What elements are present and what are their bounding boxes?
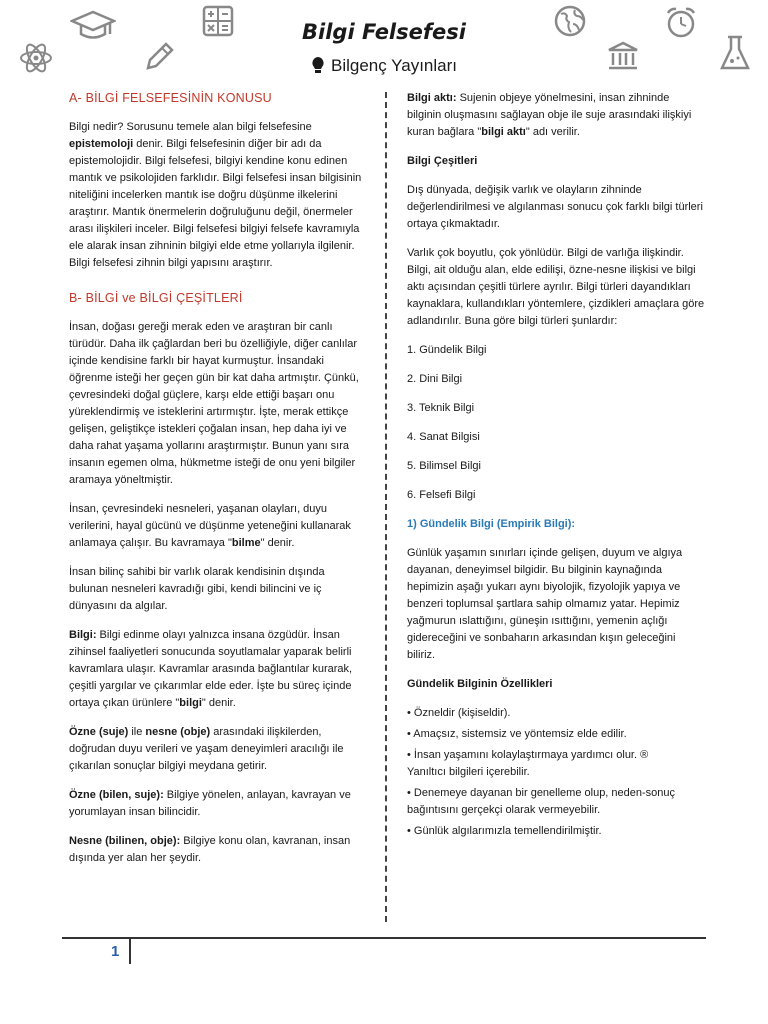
column-divider [385,92,387,922]
paragraph: Dış dünyada, değişik varlık ve olayların zihninde değerlendirilmesi ve algılanması sonucu çok farklı bilgi türleri ortaya çıkmaktadır. [407,184,703,230]
brand-name: Bilgenç Yayınları [331,56,457,75]
paragraph: Bilgi nedir? Sorusunu temele alan bilgi felsefesine epistemoloji denir. Bilgi felsefesinin diğer bir adı da epistemolojidir. Bilgi felsefesi, bilgiyi kendine konu edinen mantık ve psikolojiden farklıdır. Bilgi felsefesi insan bilgisinin niteliğini incelerken mantık ise doğru düşünme ilkelerini araştırır. Mantık önermelerin doğruluğunu değil, önermeler arası ilişkileri inceler. Bilgi felsefesi bilgiyi felsefe kavramıyla ele alarak insan zihninin bilgiyi elde etme yollarıyla ilgilenir. Bilgi felsefesi zihnin bilgi yapısını araştırır. [69,121,362,269]
subheading-daily-knowledge: 1) Gündelik Bilgi (Empirik Bilgi): [407,518,576,530]
list-item: 4. Sanat Bilgisi [407,431,480,443]
list-item: • İnsan yaşamını kolaylaştırmaya yardımcı olur. ® [407,749,649,761]
list-item: • Amaçsız, sistemsiz ve yöntemsiz elde edilir. [407,728,627,740]
list-item: 5. Bilimsel Bilgi [407,460,481,472]
paragraph: Özne (bilen, suje): Bilgiye yönelen, anlayan, kavrayan ve yorumlayan insan bilincidir. [69,789,351,818]
footer-tick [129,939,131,964]
subheading-features: Gündelik Bilginin Özellikleri [407,678,553,690]
list-item: • Denemeye dayanan bir genelleme olup, neden-sonuç bağıntısını gerçekçi olarak vermeyebilir. [407,787,676,816]
paragraph: Bilgi aktı: Sujenin objeye yönelmesini, insan zihninde bilginin oluşmasını sağlayan obje ile suje arasındaki ilişkiyi kuran bağlara "bilgi aktı" adı verilir. [407,92,692,138]
page-number: 1 [111,943,120,960]
feature-list [407,705,705,840]
list-item: • Günlük algılarımızla temellendirilmiştir. [407,825,602,837]
subheading-types: Bilgi Çeşitleri [407,155,478,167]
list-item: 6. Felsefi Bilgi [407,489,476,501]
section-heading-a: A- BİLGİ FELSEFESİNİN KONUSU [69,91,272,105]
footer-rule [62,937,706,939]
lightbulb-icon [311,56,325,74]
paragraph: İnsan, doğası gereği merak eden ve araştıran bir canlı türüdür. Daha ilk çağlardan beri bu özelliğiyle, diğer canlılar içinde kendisine farklı bir hayat kurmuştur. İnsandaki öğrenme isteği her geçen gün bir kat daha artmıştır. Çünkü, çevresindeki doğal güçlere, karşı elde ettiği başarı onu yüreklendirmiş ve isteklerini artırmıştır. İşte, merak ettikçe gelişen, geliştikçe istekleri çoğalan insan, hep daha iyi ve daha rahat yaşama yollarını araştırmıştır. Bunun yanı sıra insanın egemen olma, hükmetme isteği de onu yeni bilgiler aramaya yöneltmiştir. [69,321,359,486]
list-item: • Özneldir (kişiseldir). [407,707,511,719]
right-column [407,90,705,844]
page-header [0,0,768,85]
list-item: Yanıltıcı bilgileri içerebilir. [407,766,530,778]
left-column [69,90,362,879]
list-item: 3. Teknik Bilgi [407,402,475,414]
paragraph: İnsan bilinç sahibi bir varlık olarak kendisinin dışında bulunan nesneleri kavradığı gibi, kendi bilincini ve iç dünyasını da algılar. [69,566,325,612]
list-item: 1. Gündelik Bilgi [407,344,487,356]
publisher-brand [0,56,768,76]
paragraph: Nesne (bilinen, obje): Bilgiye konu olan, kavranan, insan dışında yer alan her şeydir. [69,835,351,864]
paragraph: Günlük yaşamın sınırları içinde gelişen, duyum ve algıya dayanan, deneyimsel bilgidir. Bu bilginin kaynağında hepimizin aşağı yukarı aynı biyolojik, fizyolojik yapıya ve benzeri toplumsal şartlara sahip olmamız yatar. Hepimiz yağmurun ıslattığını, güneşin ısıttığını, yemenin açlığı gidereceğini ve sonbaharın arkasından kışın geleceğini biliriz. [407,547,683,661]
section-heading-b: B- BİLGİ ve BİLGİ ÇEŞİTLERİ [69,291,243,305]
paragraph: Özne (suje) ile nesne (obje) arasındaki ilişkilerden, doğrudan duyu verileri ve yaşam deneyimleri aracılığı ile çıkarılan sonuçlar bilgiyi meydana getirir. [69,726,344,772]
paragraph: İnsan, çevresindeki nesneleri, yaşanan olayları, duyu verilerini, hayal gücünü ve düşünme yeteneğini kullanarak anlamaya çalışır. Bu kavramaya "bilme" denir. [69,503,351,549]
paragraph: Bilgi: Bilgi edinme olayı yalnızca insana özgüdür. İnsan zihinsel faaliyetleri sonucunda soyutlamalar yaparak belirli kavramlara ulaşır. Kavramlar arasında bağlantılar kurarak, çeşitli yargılar ve çıkarımlar elde eder. İşte bu süreç içinde ortaya çıkan ürünlere "bilgi" denir. [69,629,353,709]
page-title: Bilgi Felsefesi [302,20,466,44]
paragraph: Varlık çok boyutlu, çok yönlüdür. Bilgi de varlığa ilişkindir. Bilgi, ait olduğu alan, elde edilişi, özne-nesne ilişkisi ve bilgi aktı açısından çeşitli türlere ayrılır. Bilgi türleri dayandıkları kaynaklara, kullandıkları yöntemlere, çizdikleri amaçlara göre adlandırılır. Buna göre bilgi türleri şunlardır: [407,247,705,327]
list-item: 2. Dini Bilgi [407,373,463,385]
